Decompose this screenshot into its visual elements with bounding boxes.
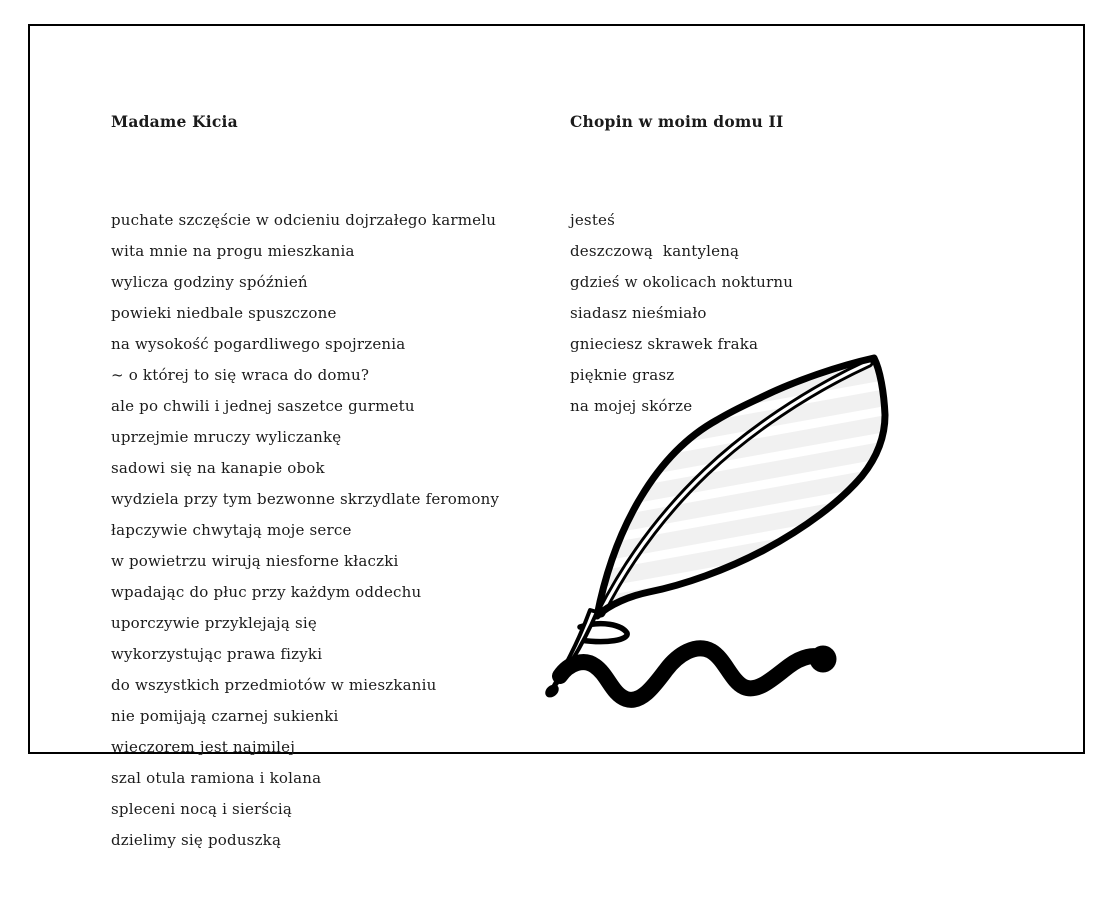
poem-line: jesteś	[570, 211, 616, 229]
poem-line: nie pomijają czarnej sukienki	[111, 707, 339, 725]
poem-line: wpadając do płuc przy każdym oddechu	[111, 583, 422, 601]
poem-line: ale po chwili i jednej saszetce gurmetu	[111, 397, 415, 415]
poem-line: wylicza godziny spóźnień	[111, 273, 308, 291]
poem-line: uprzejmie mruczy wyliczankę	[111, 428, 342, 446]
poem-title-left: Madame Kicia	[111, 112, 238, 131]
ink-squiggle-knob	[810, 646, 837, 673]
poem-line: wydziela przy tym bezwonne skrzydlate feromony	[111, 490, 500, 508]
ink-squiggle	[560, 648, 823, 700]
poem-line: gnieciesz skrawek fraka	[570, 335, 759, 353]
quill-nib-ink-blob	[543, 682, 562, 700]
poem-line: dzielimy się poduszką	[111, 831, 282, 849]
poem-madame-kicia	[111, 44, 551, 918]
poem-line: spleceni nocą i sierścią	[111, 800, 293, 818]
poem-line: pięknie grasz	[570, 366, 675, 384]
poem-line: do wszystkich przedmiotów w mieszkaniu	[111, 676, 437, 694]
poem-line: na mojej skórze	[570, 397, 693, 415]
poem-title-right: Chopin w moim domu II	[570, 112, 784, 131]
poem-line: łapczywie chwytają moje serce	[111, 521, 352, 539]
poem-line: szal otula ramiona i kolana	[111, 769, 322, 787]
poem-line: wita mnie na progu mieszkania	[111, 242, 355, 260]
quill-stem	[549, 610, 597, 694]
poem-line: powieki niedbale spuszczone	[111, 304, 337, 322]
poem-line: w powietrzu wirują niesforne kłaczki	[111, 552, 399, 570]
poem-lines-left	[111, 205, 551, 856]
poem-line: gdzieś w okolicach nokturnu	[570, 273, 794, 291]
poem-line: wykorzystując prawa fizyki	[111, 645, 323, 663]
poem-line: puchate szczęście w odcieniu dojrzałego karmelu	[111, 211, 497, 229]
poem-line: sadowi się na kanapie obok	[111, 459, 325, 477]
poem-line: wieczorem jest najmilej	[111, 738, 296, 756]
poem-line: deszczową kantyleną	[570, 242, 740, 260]
poem-line: na wysokość pogardliwego spojrzenia	[111, 335, 406, 353]
quill-pen-icon	[535, 345, 900, 720]
poem-line: ~ o której to się wraca do domu?	[111, 366, 370, 384]
poem-line: uporczywie przyklejają się	[111, 614, 317, 632]
poem-line: siadasz nieśmiało	[570, 304, 707, 322]
